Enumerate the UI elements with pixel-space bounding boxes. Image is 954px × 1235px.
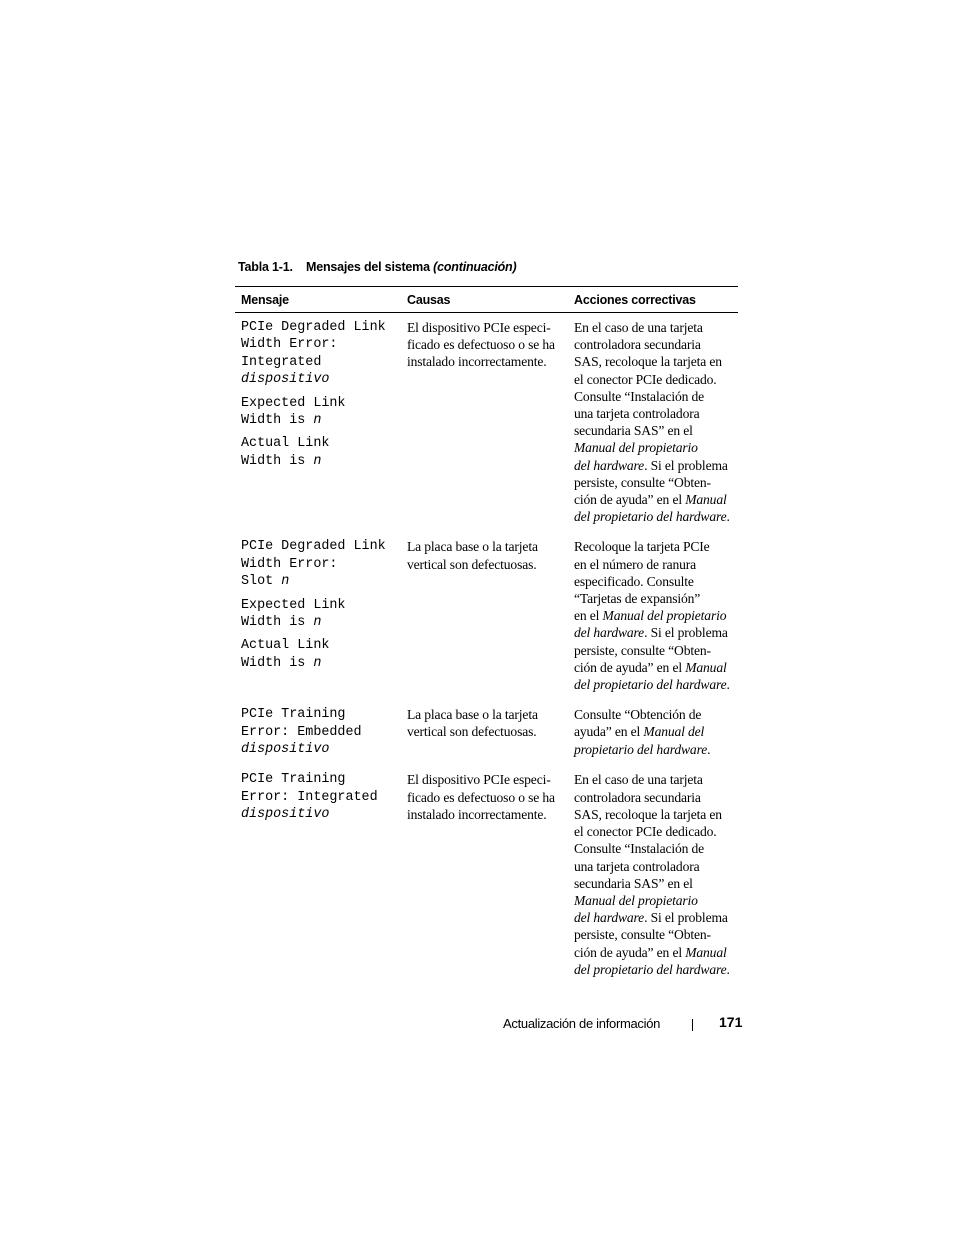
message-text: Actual Link Width is n: [241, 436, 330, 469]
table-header-row: [235, 286, 738, 313]
message-cell: [235, 319, 401, 470]
footer-section-title: Actualización de información: [503, 1016, 661, 1031]
message-text: PCIe Degraded Link Width Error: Slot n: [241, 539, 386, 590]
message-cell: [235, 706, 401, 758]
message-text: Expected Link Width is n: [241, 597, 346, 631]
header-causes: Causas: [407, 292, 451, 307]
action-cell: En el caso de una tarjeta controladora secundaria SAS, recoloque la tarjeta en el conector PCIe dedicado. Consulte “Instalación de una tarjeta controladora secundaria SAS” en el Manual del propietario del hardware. Si el problema persiste, consulte “Obten- ción de ayuda” en el Manual del propietario del hardware.: [574, 772, 730, 977]
message-text: PCIe Degraded Link Width Error: Integrated dispositivo: [241, 320, 386, 388]
message-cell: [235, 538, 401, 672]
message-text: Actual Link Width is n: [241, 638, 330, 671]
table-title: Mensajes del sistema: [306, 260, 430, 274]
action-cell: Consulte “Obtención de ayuda” en el Manual del propietario del hardware.: [574, 707, 711, 757]
cause-cell: El dispositivo PCIe especi- ficado es defectuoso o se ha instalado incorrectamente.: [407, 320, 555, 370]
message-cell: [235, 771, 401, 823]
page-number: 171: [719, 1014, 743, 1030]
header-message: Mensaje: [241, 292, 289, 307]
footer-divider: [692, 1019, 693, 1031]
message-text: PCIe Training Error: Embedded dispositivo: [241, 707, 362, 758]
header-actions: Acciones correctivas: [574, 292, 696, 307]
cause-cell: La placa base o la tarjeta vertical son defectuosas.: [407, 707, 538, 740]
table-body: [235, 319, 738, 978]
action-cell: Recoloque la tarjeta PCIe en el número de ranura especificado. Consulte “Tarjetas de expansión” en el Manual del propietario del hardware. Si el problema persiste, consulte “Obten- ción de ayuda” en el Manual del propietario del hardware.: [574, 539, 730, 693]
table-row: [235, 538, 738, 693]
message-text: Expected Link Width is n: [241, 395, 346, 429]
cause-cell: El dispositivo PCIe especi- ficado es defectuoso o se ha instalado incorrectamente.: [407, 772, 555, 822]
table-row: [235, 706, 738, 758]
table-title-suffix: (continuación): [433, 260, 517, 274]
table-caption: [238, 260, 516, 274]
system-messages-table: [235, 286, 738, 984]
message-text: PCIe Training Error: Integrated dispositivo: [241, 772, 378, 823]
table-number: Tabla 1-1.: [238, 260, 293, 274]
table-row: [235, 771, 738, 977]
cause-cell: La placa base o la tarjeta vertical son defectuosas.: [407, 539, 538, 572]
action-cell: En el caso de una tarjeta controladora secundaria SAS, recoloque la tarjeta en el conector PCIe dedicado. Consulte “Instalación de una tarjeta controladora secundaria SAS” en el Manual del propietario del hardware. Si el problema persiste, consulte “Obten- ción de ayuda” en el Manual del propietario del hardware.: [574, 320, 730, 525]
table-row: [235, 319, 738, 525]
